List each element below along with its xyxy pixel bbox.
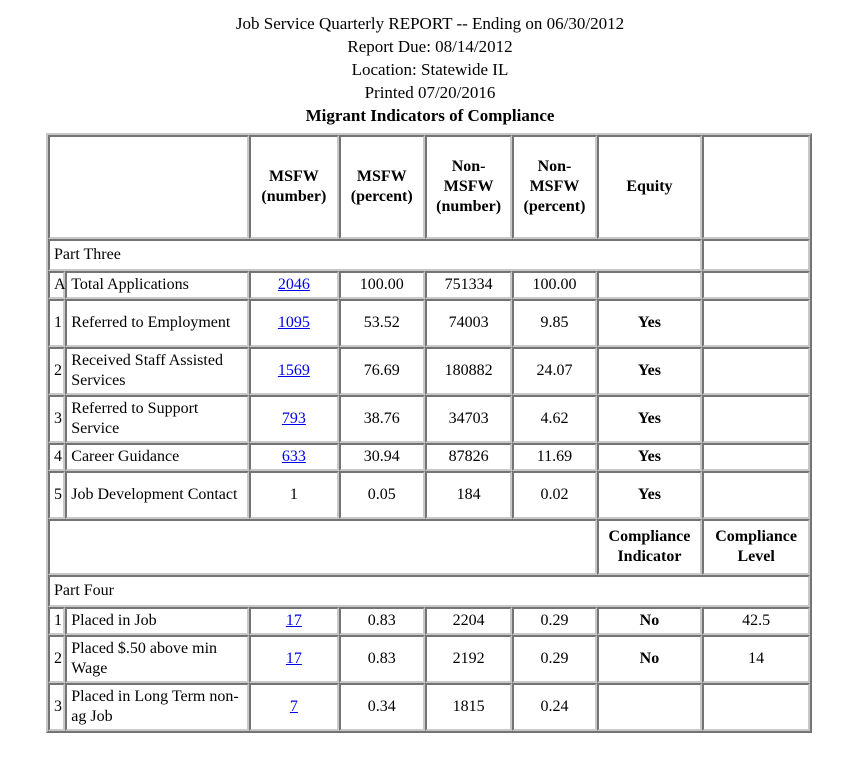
row-level bbox=[702, 299, 810, 347]
row-index: 1 bbox=[48, 299, 65, 347]
report-header bbox=[0, 0, 860, 127]
row-level bbox=[702, 471, 810, 519]
header-non-msfw-number-top: Non- bbox=[451, 158, 486, 175]
migrant-indicators-table bbox=[46, 133, 812, 733]
header-compliance-indicator-bottom: Indicator bbox=[617, 548, 682, 565]
table-row bbox=[48, 299, 810, 347]
report-subtitle: Migrant Indicators of Compliance bbox=[305, 106, 555, 125]
header-non-msfw-percent-top: Non- bbox=[537, 158, 572, 175]
report-title: Job Service Quarterly REPORT -- Ending on 06/30/2012 bbox=[235, 14, 625, 33]
row-msfw-number[interactable] bbox=[249, 607, 338, 635]
row-non-msfw-number: 1815 bbox=[425, 683, 512, 731]
row-label: Total Applications bbox=[65, 271, 249, 299]
row-msfw-number[interactable] bbox=[249, 395, 338, 443]
part-four-title: Part Four bbox=[48, 575, 810, 607]
row-msfw-number[interactable] bbox=[249, 299, 338, 347]
report-table-wrapper bbox=[0, 127, 860, 733]
row-level bbox=[702, 271, 810, 299]
row-equity: Yes bbox=[597, 471, 703, 519]
row-msfw-number[interactable] bbox=[249, 635, 338, 683]
row-label: Placed in Job bbox=[65, 607, 249, 635]
header-compliance-indicator bbox=[597, 519, 703, 575]
row-non-msfw-number: 87826 bbox=[425, 443, 512, 471]
row-level bbox=[702, 395, 810, 443]
msfw-number-link[interactable]: 1095 bbox=[277, 314, 310, 331]
row-msfw-percent: 38.76 bbox=[339, 395, 425, 443]
row-label: Career Guidance bbox=[65, 443, 249, 471]
row-non-msfw-number: 74003 bbox=[425, 299, 512, 347]
row-label: Received Staff Assisted Services bbox=[65, 347, 249, 395]
msfw-number-link[interactable]: 793 bbox=[281, 410, 306, 427]
row-msfw-percent: 76.69 bbox=[339, 347, 425, 395]
part-three-title-row bbox=[48, 239, 810, 271]
row-compliance-indicator: No bbox=[597, 607, 703, 635]
table-row bbox=[48, 635, 810, 683]
header-compliance-level-bottom: Level bbox=[737, 548, 775, 565]
row-index: 5 bbox=[48, 471, 65, 519]
row-compliance-level bbox=[702, 683, 810, 731]
header-msfw-percent-bottom: (percent) bbox=[350, 188, 413, 205]
row-index: 4 bbox=[48, 443, 65, 471]
header-non-msfw-number-bottom: (number) bbox=[436, 198, 502, 215]
row-non-msfw-percent: 9.85 bbox=[512, 299, 596, 347]
header-msfw-percent bbox=[339, 135, 425, 239]
row-equity: Yes bbox=[597, 443, 703, 471]
row-equity: Yes bbox=[597, 347, 703, 395]
row-label: Placed in Long Term non-ag Job bbox=[65, 683, 249, 731]
msfw-number-link[interactable]: 2046 bbox=[277, 276, 310, 293]
table-row bbox=[48, 347, 810, 395]
row-msfw-number[interactable] bbox=[249, 683, 338, 731]
header-non-msfw-percent-mid: MSFW bbox=[529, 178, 580, 195]
report-location: Location: Statewide IL bbox=[351, 60, 509, 79]
row-level bbox=[702, 347, 810, 395]
row-equity bbox=[597, 271, 703, 299]
row-non-msfw-percent: 0.24 bbox=[512, 683, 596, 731]
row-equity: Yes bbox=[597, 395, 703, 443]
row-msfw-number[interactable] bbox=[249, 347, 338, 395]
header-msfw-number-top: MSFW bbox=[268, 168, 319, 185]
row-msfw-percent: 100.00 bbox=[339, 271, 425, 299]
row-index: 3 bbox=[48, 395, 65, 443]
header-compliance-indicator-top: Compliance bbox=[608, 528, 691, 545]
table-row bbox=[48, 271, 810, 299]
header-msfw-number bbox=[249, 135, 338, 239]
row-index: A bbox=[48, 271, 65, 299]
row-label: Placed $.50 above min Wage bbox=[65, 635, 249, 683]
msfw-number-link[interactable]: 7 bbox=[289, 698, 298, 715]
row-non-msfw-number: 751334 bbox=[425, 271, 512, 299]
table-row bbox=[48, 471, 810, 519]
report-printed-date: Printed 07/20/2016 bbox=[364, 83, 496, 102]
part-three-title-trailing-cell bbox=[702, 239, 810, 271]
row-non-msfw-number: 184 bbox=[425, 471, 512, 519]
row-msfw-percent: 0.05 bbox=[339, 471, 425, 519]
row-level bbox=[702, 443, 810, 471]
header-equity: Equity bbox=[597, 135, 703, 239]
row-non-msfw-percent: 100.00 bbox=[512, 271, 596, 299]
header-non-msfw-percent bbox=[512, 135, 596, 239]
row-msfw-percent: 0.83 bbox=[339, 607, 425, 635]
row-compliance-indicator bbox=[597, 683, 703, 731]
row-non-msfw-number: 180882 bbox=[425, 347, 512, 395]
row-non-msfw-percent: 24.07 bbox=[512, 347, 596, 395]
row-msfw-percent: 0.83 bbox=[339, 635, 425, 683]
row-non-msfw-number: 2204 bbox=[425, 607, 512, 635]
report-due-date: Report Due: 08/14/2012 bbox=[347, 37, 513, 56]
header-blank-right bbox=[702, 135, 810, 239]
row-compliance-level: 14 bbox=[702, 635, 810, 683]
table-row bbox=[48, 395, 810, 443]
row-non-msfw-percent: 11.69 bbox=[512, 443, 596, 471]
row-non-msfw-percent: 4.62 bbox=[512, 395, 596, 443]
table-row bbox=[48, 683, 810, 731]
part-three-title: Part Three bbox=[48, 239, 702, 271]
table-header-row bbox=[48, 135, 810, 239]
msfw-number-link[interactable]: 633 bbox=[281, 448, 306, 465]
row-index: 2 bbox=[48, 635, 65, 683]
row-non-msfw-number: 2192 bbox=[425, 635, 512, 683]
row-equity: Yes bbox=[597, 299, 703, 347]
table-row bbox=[48, 607, 810, 635]
table-row bbox=[48, 443, 810, 471]
row-index: 1 bbox=[48, 607, 65, 635]
compliance-header-row bbox=[48, 519, 810, 575]
row-label: Referred to Employment bbox=[65, 299, 249, 347]
header-compliance-level-top: Compliance bbox=[715, 528, 798, 545]
row-label: Referred to Support Service bbox=[65, 395, 249, 443]
row-msfw-percent: 53.52 bbox=[339, 299, 425, 347]
row-msfw-percent: 30.94 bbox=[339, 443, 425, 471]
compliance-header-blank bbox=[48, 519, 597, 575]
row-index: 2 bbox=[48, 347, 65, 395]
msfw-number-link[interactable]: 17 bbox=[285, 650, 302, 667]
row-msfw-number[interactable] bbox=[249, 443, 338, 471]
header-non-msfw-percent-bottom: (percent) bbox=[523, 198, 586, 215]
row-label: Job Development Contact bbox=[65, 471, 249, 519]
row-msfw-percent: 0.34 bbox=[339, 683, 425, 731]
row-non-msfw-percent: 0.29 bbox=[512, 607, 596, 635]
row-non-msfw-percent: 0.02 bbox=[512, 471, 596, 519]
header-msfw-number-bottom: (number) bbox=[261, 188, 327, 205]
part-four-title-row bbox=[48, 575, 810, 607]
msfw-number-link[interactable]: 1569 bbox=[277, 362, 310, 379]
row-compliance-level: 42.5 bbox=[702, 607, 810, 635]
msfw-number-link[interactable]: 17 bbox=[285, 612, 302, 629]
header-compliance-level bbox=[702, 519, 810, 575]
header-non-msfw-number bbox=[425, 135, 512, 239]
row-compliance-indicator: No bbox=[597, 635, 703, 683]
row-non-msfw-percent: 0.29 bbox=[512, 635, 596, 683]
header-non-msfw-number-mid: MSFW bbox=[443, 178, 494, 195]
header-blank-left bbox=[48, 135, 249, 239]
header-msfw-percent-top: MSFW bbox=[356, 168, 407, 185]
row-non-msfw-number: 34703 bbox=[425, 395, 512, 443]
row-msfw-number[interactable] bbox=[249, 271, 338, 299]
row-msfw-number: 1 bbox=[249, 471, 338, 519]
row-index: 3 bbox=[48, 683, 65, 731]
